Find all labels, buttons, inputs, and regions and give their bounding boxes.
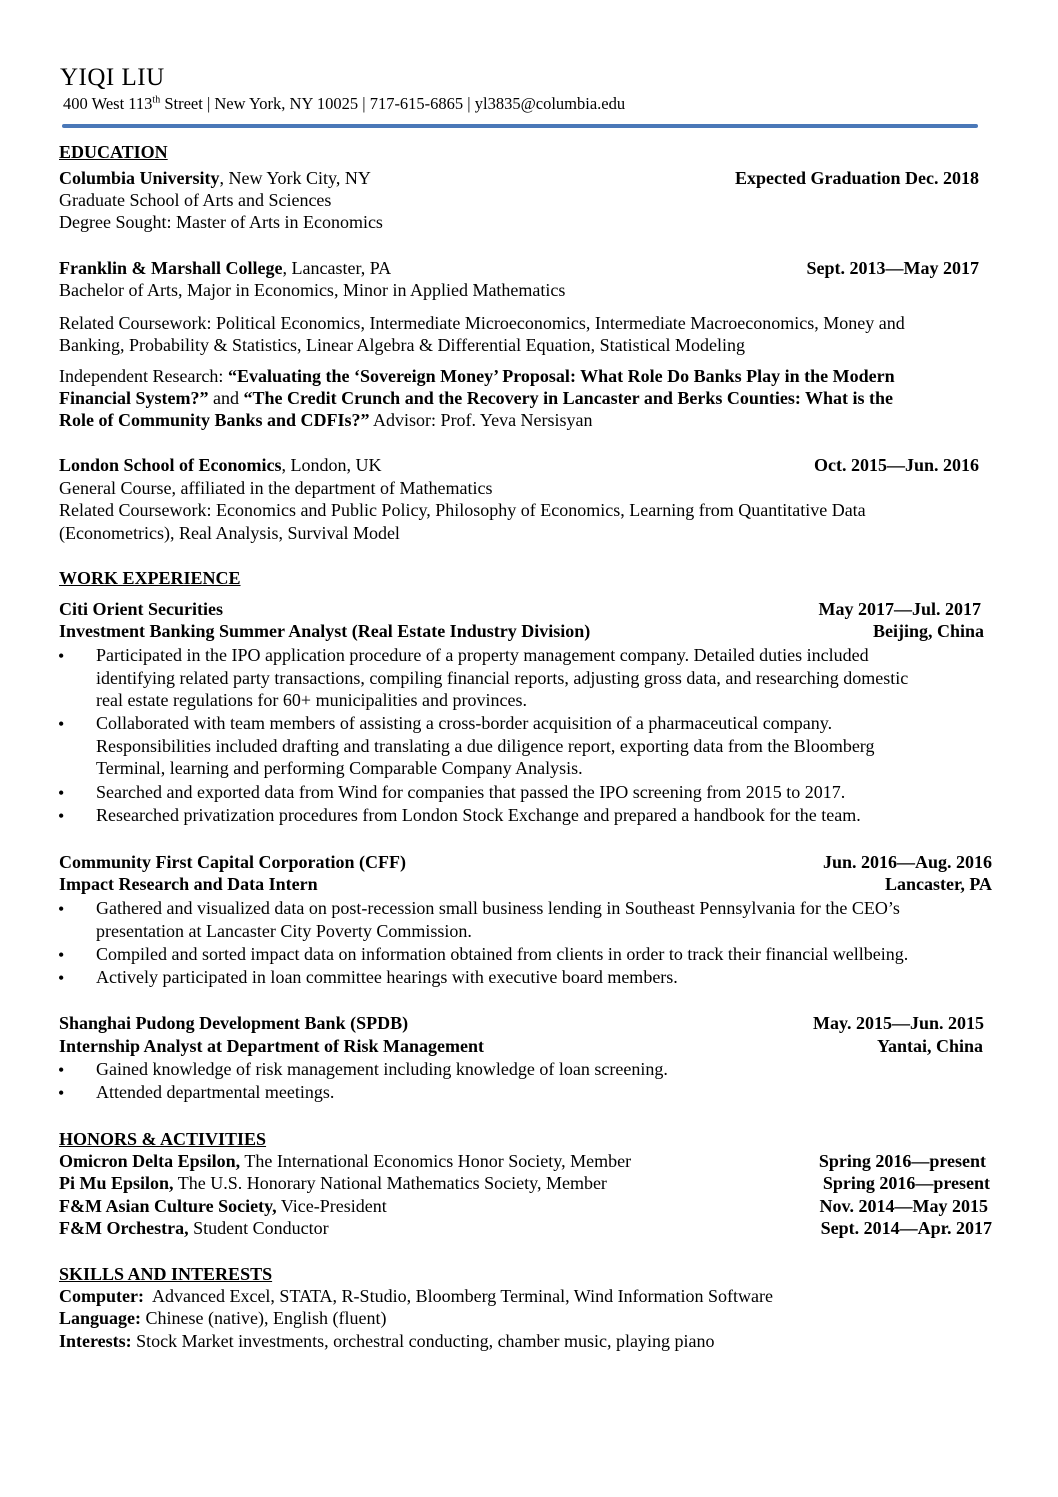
citi-company: Citi Orient Securities bbox=[59, 599, 223, 619]
cff-bullet-3-dot: • bbox=[58, 968, 65, 988]
honor-date: Nov. 2014—May 2015 bbox=[819, 1196, 988, 1216]
lse-location: , London, UK bbox=[281, 455, 382, 475]
honor-desc: The International Economics Honor Society, Member bbox=[240, 1151, 632, 1171]
honor-row bbox=[59, 1195, 387, 1217]
citi-bullet-1 bbox=[96, 644, 986, 712]
columbia-line bbox=[59, 167, 371, 189]
spdb-bullet-2: Attended departmental meetings. bbox=[96, 1082, 335, 1102]
cff-date: Jun. 2016—Aug. 2016 bbox=[822, 852, 992, 872]
lse-date: Oct. 2015—Jun. 2016 bbox=[813, 455, 979, 475]
research-title-1b: Financial System?” bbox=[59, 388, 209, 408]
skills-interests bbox=[59, 1330, 715, 1352]
address-prefix: 400 West 113 bbox=[63, 94, 153, 113]
fandm-line bbox=[59, 257, 391, 279]
lse-course: General Course, affiliated in the department of Mathematics bbox=[59, 478, 493, 498]
cff-bullet-1-dot: • bbox=[58, 899, 65, 919]
fandm-research-2 bbox=[59, 387, 893, 409]
fandm-research-1 bbox=[59, 365, 895, 387]
work-heading: WORK EXPERIENCE bbox=[59, 568, 241, 588]
honor-desc: Vice-President bbox=[276, 1196, 387, 1216]
citi-b2-l3: Terminal, learning and performing Comparable Company Analysis. bbox=[96, 758, 583, 779]
honor-org: Pi Mu Epsilon, bbox=[59, 1173, 174, 1193]
lse-coursework-2: (Econometrics), Real Analysis, Survival Model bbox=[59, 523, 400, 543]
cff-company: Community First Capital Corporation (CFF) bbox=[59, 852, 406, 872]
columbia-school-detail: Graduate School of Arts and Sciences bbox=[59, 190, 332, 210]
research-title-2b: Role of Community Banks and CDFIs?” bbox=[59, 410, 370, 430]
candidate-name: YIQI LIU bbox=[60, 64, 165, 91]
fandm-research-3 bbox=[59, 409, 593, 431]
fandm-coursework-1: Related Coursework: Political Economics, Intermediate Microeconomics, Intermediate Macroeconomics, Money and bbox=[59, 313, 905, 333]
lse-school: London School of Economics bbox=[59, 455, 282, 475]
citi-bullet-3: Searched and exported data from Wind for companies that passed the IPO screening from 2015 to 2017. bbox=[96, 782, 846, 802]
cff-bullet-3: Actively participated in loan committee hearings with executive board members. bbox=[96, 967, 678, 987]
citi-bullet-2 bbox=[96, 712, 986, 780]
skills-language bbox=[59, 1307, 386, 1329]
cff-title: Impact Research and Data Intern bbox=[59, 874, 318, 894]
honor-org: F&M Asian Culture Society, bbox=[59, 1196, 277, 1216]
citi-b1-l1: Participated in the IPO application procedure of a property management company. Detailed duties included bbox=[96, 645, 869, 665]
spdb-location: Yantai, China bbox=[876, 1036, 983, 1056]
honor-date: Sept. 2014—Apr. 2017 bbox=[820, 1218, 992, 1238]
education-heading: EDUCATION bbox=[59, 142, 168, 162]
spdb-date: May. 2015—Jun. 2015 bbox=[812, 1013, 984, 1033]
cff-bullet-2: Compiled and sorted impact data on information obtained from clients in order to track their financial wellbeing. bbox=[96, 944, 909, 964]
research-and: and bbox=[208, 388, 244, 408]
citi-bullet-3-dot: • bbox=[58, 783, 65, 803]
citi-b1-l2: identifying related party transactions, compiling financial reports, adjusting gross data, and researching domestic bbox=[96, 667, 909, 688]
citi-bullet-2-dot: • bbox=[58, 714, 65, 734]
header-divider bbox=[62, 124, 978, 128]
honor-row bbox=[59, 1217, 329, 1239]
address-suffix: th bbox=[152, 94, 161, 106]
interests-value: Stock Market investments, orchestral conducting, chamber music, playing piano bbox=[131, 1331, 715, 1351]
computer-value: Advanced Excel, STATA, R-Studio, Bloomberg Terminal, Wind Information Software bbox=[143, 1286, 774, 1306]
citi-bullet-4: Researched privatization procedures from London Stock Exchange and prepared a handbook for the team. bbox=[96, 805, 861, 825]
skills-computer bbox=[59, 1285, 773, 1307]
honor-org: Omicron Delta Epsilon, bbox=[59, 1151, 241, 1171]
skills-heading: SKILLS AND INTERESTS bbox=[59, 1264, 273, 1284]
honor-org: F&M Orchestra, bbox=[59, 1218, 189, 1238]
fandm-degree: Bachelor of Arts, Major in Economics, Minor in Applied Mathematics bbox=[59, 280, 566, 300]
lse-coursework-1: Related Coursework: Economics and Public Policy, Philosophy of Economics, Learning from Quantitative Data bbox=[59, 500, 866, 520]
research-title-2a: “The Credit Crunch and the Recovery in Lancaster and Berks Counties: What is the bbox=[243, 388, 894, 408]
honor-date: Spring 2016—present bbox=[818, 1151, 986, 1171]
interests-label: Interests: bbox=[59, 1331, 132, 1351]
columbia-school: Columbia University bbox=[59, 168, 220, 188]
fandm-coursework-2: Banking, Probability & Statistics, Linear Algebra & Differential Equation, Statistical Modeling bbox=[59, 335, 746, 355]
lse-line bbox=[59, 454, 382, 476]
fandm-school: Franklin & Marshall College bbox=[59, 258, 283, 278]
spdb-company: Shanghai Pudong Development Bank (SPDB) bbox=[59, 1013, 409, 1033]
citi-bullet-1-dot: • bbox=[58, 646, 65, 666]
honor-desc: Student Conductor bbox=[188, 1218, 329, 1238]
computer-label: Computer: bbox=[59, 1286, 144, 1306]
columbia-degree: Degree Sought: Master of Arts in Economics bbox=[59, 212, 383, 232]
research-advisor: Advisor: Prof. Yeva Nersisyan bbox=[369, 410, 593, 430]
spdb-title: Internship Analyst at Department of Risk Management bbox=[59, 1036, 484, 1056]
citi-location: Beijing, China bbox=[872, 621, 984, 641]
address-rest: Street | New York, NY 10025 | 717-615-6865 | yl3835@columbia.edu bbox=[160, 94, 626, 113]
citi-b2-l1: Collaborated with team members of assisting a cross-border acquisition of a pharmaceutical company. bbox=[96, 713, 833, 733]
research-label: Independent Research: bbox=[59, 366, 228, 386]
cff-b1-l2: presentation at Lancaster City Poverty Commission. bbox=[96, 920, 472, 941]
cff-location: Lancaster, PA bbox=[885, 874, 992, 894]
cff-bullet-2-dot: • bbox=[58, 945, 65, 965]
honor-date: Spring 2016—present bbox=[822, 1173, 990, 1193]
columbia-date: Expected Graduation Dec. 2018 bbox=[735, 168, 979, 188]
columbia-location: , New York City, NY bbox=[219, 168, 371, 188]
spdb-bullet-1: Gained knowledge of risk management including knowledge of loan screening. bbox=[96, 1059, 668, 1079]
honor-desc: The U.S. Honorary National Mathematics Society, Member bbox=[173, 1173, 607, 1193]
fandm-date: Sept. 2013—May 2017 bbox=[806, 258, 979, 278]
fandm-location: , Lancaster, PA bbox=[282, 258, 392, 278]
spdb-bullet-2-dot: • bbox=[58, 1083, 65, 1103]
citi-date: May 2017—Jul. 2017 bbox=[818, 599, 981, 619]
citi-bullet-4-dot: • bbox=[58, 806, 65, 826]
citi-b2-l2: Responsibilities included drafting and translating a due diligence report, exporting data from the Bloomberg bbox=[96, 735, 875, 756]
cff-b1-l1: Gathered and visualized data on post-recession small business lending in Southeast Pennsylvania for the CEO’s bbox=[96, 898, 900, 918]
language-value: Chinese (native), English (fluent) bbox=[141, 1308, 387, 1328]
citi-b1-l3: real estate regulations for 60+ municipalities and provinces. bbox=[96, 690, 528, 711]
contact-line bbox=[63, 94, 625, 114]
honor-row bbox=[59, 1172, 607, 1194]
honors-heading: HONORS & ACTIVITIES bbox=[59, 1129, 267, 1149]
citi-title: Investment Banking Summer Analyst (Real Estate Industry Division) bbox=[59, 621, 591, 641]
language-label: Language: bbox=[59, 1308, 142, 1328]
honor-row bbox=[59, 1150, 631, 1172]
spdb-bullet-1-dot: • bbox=[58, 1060, 65, 1080]
research-title-1a: “Evaluating the ‘Sovereign Money’ Proposal: What Role Do Banks Play in the Modern bbox=[227, 366, 895, 386]
cff-bullet-1 bbox=[96, 897, 986, 942]
